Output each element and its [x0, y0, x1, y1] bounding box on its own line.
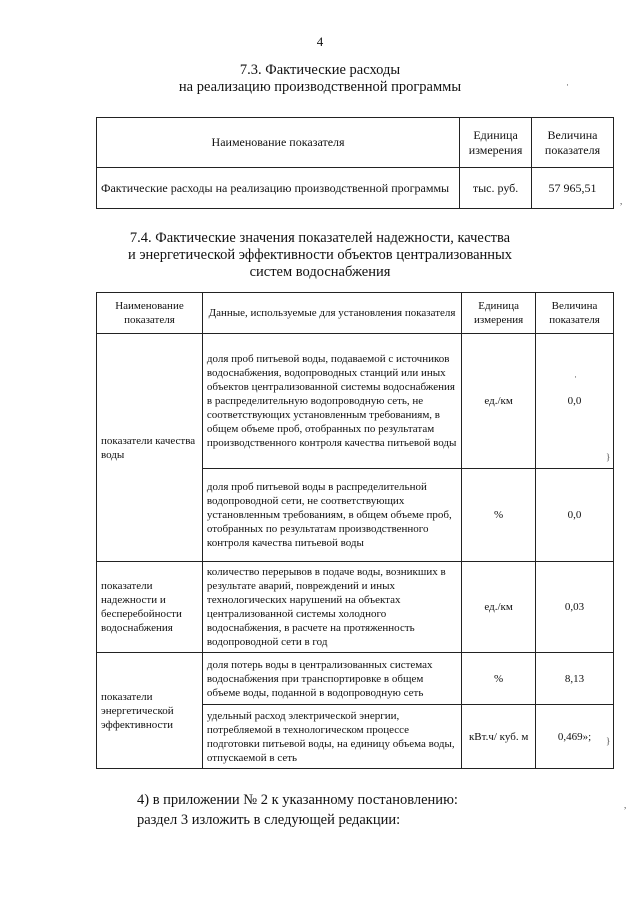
- scan-speck: ,: [620, 196, 623, 206]
- indicators-header-value: Величина показателя: [536, 293, 614, 334]
- row-value: 0,03: [536, 562, 614, 653]
- section-7-4-title: [0, 230, 640, 281]
- scan-speck: ,: [624, 800, 627, 810]
- scan-speck: ·: [574, 372, 577, 382]
- row-data: доля потерь воды в централизованных системах водоснабжения при транспортировке в общем объеме воды, поданной в водопроводную сеть: [202, 653, 461, 705]
- page-number: 4: [316, 34, 324, 49]
- group-name-quality: показатели качества воды: [97, 334, 203, 562]
- row-data: доля проб питьевой воды в распределительной водопроводной сети, не соответствующих установленным требованиям, в общем объеме проб, отобранных по результатам производственного контроля качества питьевой воды: [202, 469, 461, 562]
- section-7-3-title: [0, 62, 640, 96]
- expenses-table: [96, 117, 614, 209]
- expenses-header-name: Наименование показателя: [97, 118, 460, 168]
- group-name-reliability: показатели надежности и бесперебойности водоснабжения: [97, 562, 203, 653]
- expenses-row-name: Фактические расходы на реализацию производственной программы: [97, 168, 460, 209]
- scan-speck: }: [606, 452, 611, 462]
- table-row: [97, 562, 614, 653]
- row-unit: %: [462, 653, 536, 705]
- section-7-4-title-line1: 7.4. Фактические значения показателей надежности, качества: [129, 230, 511, 246]
- table-row: [97, 653, 614, 705]
- indicators-table: [96, 292, 614, 769]
- section-7-3-title-line1: 7.3. Фактические расходы: [239, 62, 401, 78]
- expenses-row-value: 57 965,51: [532, 168, 614, 209]
- row-data: количество перерывов в подаче воды, возникших в результате аварий, повреждений и иных технологических нарушений на объектах централизованной системы холодного водоснабжения, в расчете на протяженность водопроводной сети в год: [202, 562, 461, 653]
- row-value: 8,13: [536, 653, 614, 705]
- row-data: удельный расход электрической энергии, потребляемой в технологическом процессе подготовки питьевой воды, на единицу объема воды, отпускаемой в сеть: [202, 705, 461, 769]
- amendment-paragraph-line1: 4) в приложении № 2 к указанному постановлению:: [137, 792, 458, 808]
- indicators-header-unit: Единица измерения: [462, 293, 536, 334]
- expenses-row-unit: тыс. руб.: [460, 168, 532, 209]
- expenses-header-value: Величина показателя: [532, 118, 614, 168]
- row-unit: ед./км: [462, 334, 536, 469]
- scan-speck: }: [606, 736, 611, 746]
- section-7-4-title-line3: систем водоснабжения: [249, 264, 391, 280]
- group-name-energy: показатели энергетической эффективности: [97, 653, 203, 769]
- section-7-3-title-line2: на реализацию производственной программы: [178, 79, 462, 95]
- scan-speck: ·: [566, 80, 569, 90]
- table-row: [97, 334, 614, 469]
- expenses-header-unit: Единица измерения: [460, 118, 532, 168]
- row-unit: кВт.ч/ куб. м: [462, 705, 536, 769]
- indicators-header-data: Данные, используемые для установления показателя: [202, 293, 461, 334]
- row-value: 0,0: [536, 469, 614, 562]
- indicators-header-name: Наименование показателя: [97, 293, 203, 334]
- row-value: 0,0: [536, 334, 614, 469]
- row-value: 0,469»;: [536, 705, 614, 769]
- row-unit: ед./км: [462, 562, 536, 653]
- section-7-4-title-line2: и энергетической эффективности объектов централизованных: [127, 247, 513, 263]
- amendment-paragraph-line2: раздел 3 изложить в следующей редакции:: [137, 812, 401, 828]
- row-data: доля проб питьевой воды, подаваемой с источников водоснабжения, водопроводных станций или иных объектов централизованной системы водоснабжения в распределительную водопроводную сеть, не соответствующих установленным требованиям, в общем объеме проб, отобранных по результатам производственного контроля качества питьевой воды: [202, 334, 461, 469]
- row-unit: %: [462, 469, 536, 562]
